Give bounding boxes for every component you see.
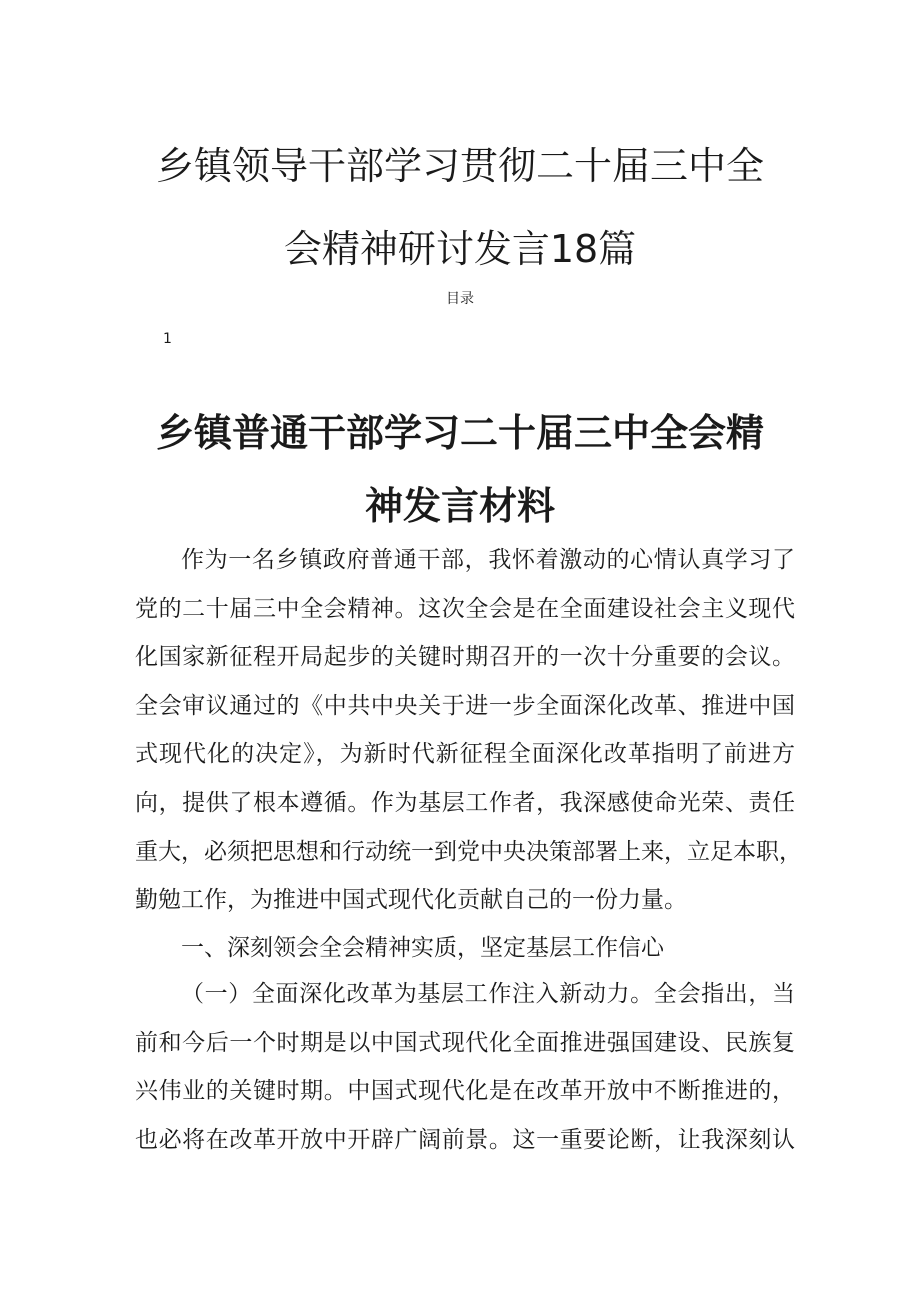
toc-item-number: 1	[163, 331, 172, 347]
paragraph-line: 也必将在改革开放中开辟广阔前景。这一重要论断，让我深刻认	[135, 1126, 795, 1153]
section-title-line-2: 神发言材料	[364, 484, 555, 528]
paragraph-line: （一）全面深化改革为基层工作注入新动力。全会指出，当	[181, 981, 795, 1007]
document-title-line-2: 会精神研讨发言18篇	[283, 227, 637, 271]
toc-label: 目录	[446, 291, 474, 307]
paragraph-line: 勤勉工作，为推进中国式现代化贡献自己的一份力量。	[135, 887, 687, 914]
body-paragraph-2	[135, 970, 795, 1164]
paragraph-line: 兴伟业的关键时期。中国式现代化是在改革开放中不断推进的，	[135, 1078, 795, 1105]
paragraph-line: 全会审议通过的《中共中央关于进一步全面深化改革、推进中国	[135, 692, 795, 719]
document-title-line-1: 乡镇领导干部学习贯彻二十届三中全	[155, 144, 764, 188]
paragraph-line: 向，提供了根本遵循。作为基层工作者，我深感使命光荣、责任	[135, 789, 795, 816]
subheading-1	[135, 924, 795, 973]
paragraph-line: 式现代化的决定》，为新时代新征程全面深化改革指明了前进方	[135, 741, 795, 768]
paragraph-line: 作为一名乡镇政府普通干部，我怀着激动的心情认真学习了	[181, 547, 795, 573]
paragraph-line: 化国家新征程开局起步的关键时期召开的一次十分重要的会议。	[135, 644, 795, 671]
paragraph-line: 重大，必须把思想和行动统一到党中央决策部署上来，立足本职，	[135, 838, 802, 865]
paragraph-line: 党的二十届三中全会精神。这次全会是在全面建设社会主义现代	[135, 595, 795, 622]
subheading-text: 一、深刻领会全会精神实质，坚定基层工作信心	[181, 935, 664, 961]
body-paragraph-1	[135, 536, 802, 925]
paragraph-line: 前和今后一个时期是以中国式现代化全面推进强国建设、民族复	[135, 1029, 795, 1056]
section-title-line-1: 乡镇普通干部学习二十届三中全会精	[155, 411, 764, 455]
